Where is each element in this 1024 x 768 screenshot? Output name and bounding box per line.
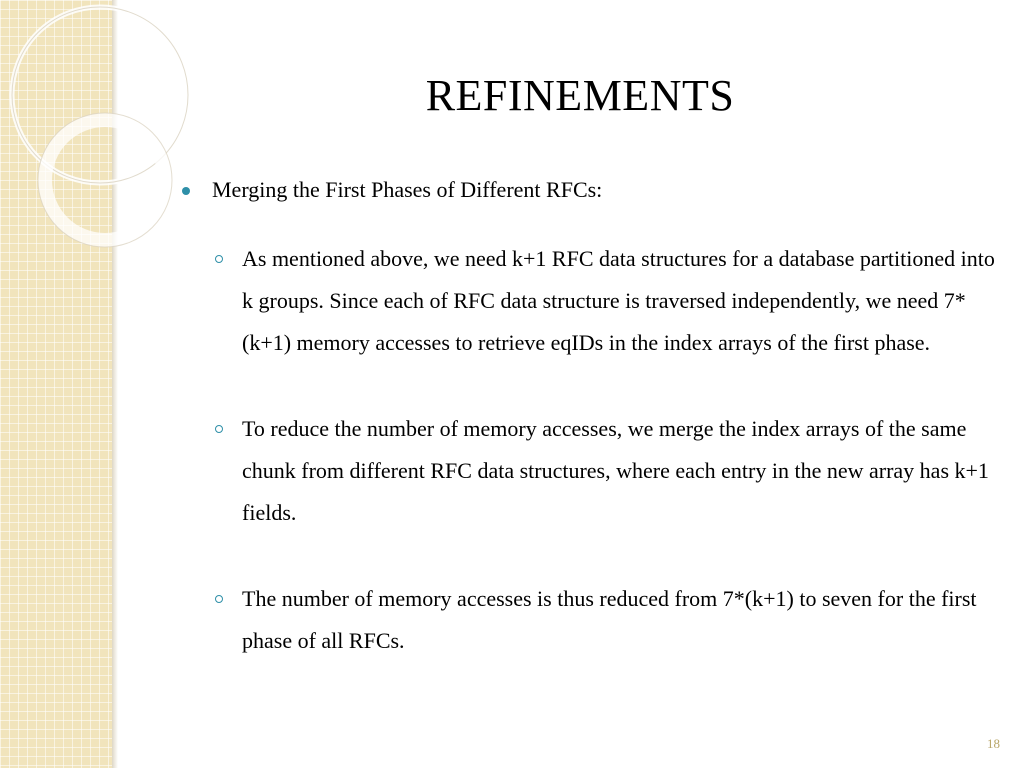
sub-bullet-text: To reduce the number of memory accesses, we merge the index arrays of the same chunk from different RFC data structures, where each entry in the new array has k+1 fields.: [242, 416, 989, 525]
sub-bullet-item: [242, 578, 1002, 662]
slide-title: REFINEMENTS: [425, 71, 735, 120]
page-number: 18: [987, 736, 1000, 751]
slide-content: [178, 172, 998, 662]
sub-bullet-ring-icon: [215, 595, 223, 603]
bullet-dot-icon: [182, 187, 190, 195]
sub-bullet-ring-icon: [215, 255, 223, 263]
sub-bullet-text: The number of memory accesses is thus reduced from 7*(k+1) to seven for the first phase of all RFCs.: [242, 586, 977, 653]
bullet-text: Merging the First Phases of Different RFCs:: [212, 177, 603, 202]
bullet-item: [178, 172, 998, 208]
sub-bullet-item: [242, 238, 1002, 364]
sub-bullet-text: As mentioned above, we need k+1 RFC data structures for a database partitioned into k groups. Since each of RFC data structure is traversed independently, we need 7*(k+1) memory accesses to retrieve eqIDs in the index arrays of the first phase.: [242, 246, 995, 355]
sub-bullet-ring-icon: [215, 425, 223, 433]
sub-bullet-item: [242, 408, 1002, 534]
decorative-circles: [0, 0, 200, 260]
